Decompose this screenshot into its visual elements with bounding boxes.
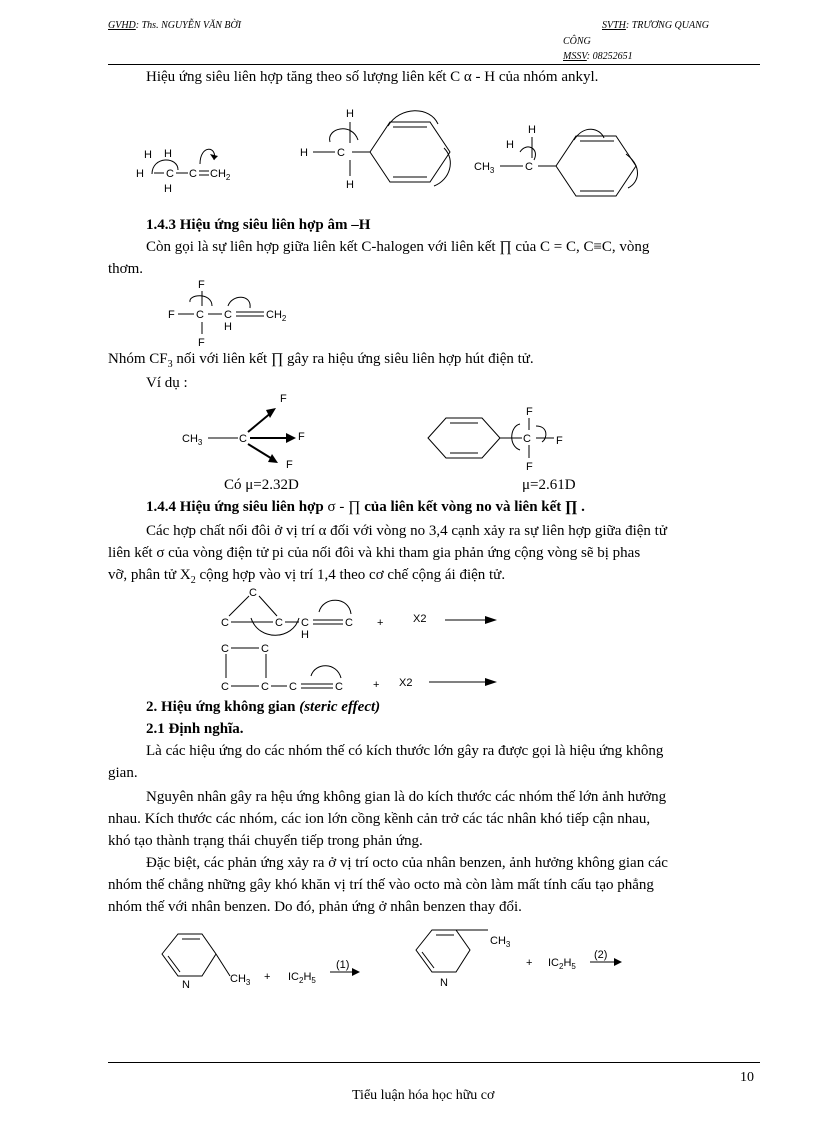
cf3-alkene-structure [160,280,310,350]
atom-f: F [556,435,563,447]
atom-n: N [440,977,448,989]
text-span: σ - ∏ [327,499,361,515]
student-name: : TRƯƠNG QUANG [625,20,710,31]
atom-h: H [144,149,152,161]
atom-c: C [525,161,533,173]
atom-c: C [523,433,531,445]
ring-reactions [215,582,515,700]
header-student-cont: CÔNG [563,36,591,47]
atom-c: C [249,587,257,599]
atom-h: H [528,124,536,136]
atom-h: H [164,183,172,195]
header-id [563,51,633,62]
subscript: 2 [190,575,196,586]
hyperconjugation-figure [130,100,690,210]
text-line: gian. [108,765,138,781]
id-value: : 08252651 [586,51,633,62]
atom-f: F [298,431,305,443]
text-span: (steric effect) [299,699,381,715]
reaction-label: (2) [594,949,608,961]
reagent-x2: X2 [413,613,427,625]
advisor-label: GVHD [108,20,136,31]
atom-h: H [506,139,514,151]
section-heading: 2.1 Định nghĩa. [146,721,244,737]
text-line: Là các hiệu ứng do các nhóm thế có kích thước lớn gây ra được gọi là hiệu ứng không [146,743,664,759]
atom-h: H [346,179,354,191]
atom-c: C [261,643,269,655]
atom-c: C [239,433,247,445]
atom-h: H [136,168,144,180]
student-label: SVTH [602,20,626,31]
atom-f: F [198,280,205,291]
header-advisor [108,20,241,31]
atom-h: H [164,148,172,160]
atom-h: H [300,147,308,159]
reagent-x2: X2 [399,677,413,689]
reagent-ic2h5: $IC_2H_5$ [548,957,576,971]
header-student [602,20,709,31]
atom-c: C [189,168,197,180]
footer-rule [108,1062,760,1063]
atom-f: F [526,461,533,473]
text-line: nhau. Kích thước các nhóm, các ion lớn cồng kềnh cản trở các tác nhân khó tiếp cận nhau, [108,811,651,827]
id-label: MSSV [563,51,587,62]
atom-f: F [168,309,175,321]
text-line: Đặc biệt, các phản ứng xảy ra ở vị trí octo của nhân benzen, ảnh hưởng không gian các [146,855,668,871]
plus-sign: + [377,617,384,629]
text-span: 2. Hiệu ứng không gian [146,699,300,715]
atom-c: C [289,681,297,693]
text-line: Hiệu ứng siêu liên hợp tăng theo số lượng liên kết C α - H của nhóm ankyl. [146,69,599,85]
text-line: Còn gọi là sự liên hợp giữa liên kết C-halogen với liên kết ∏ của C = C, C≡C, vòng [146,239,650,255]
dipole-value: Có μ=2.32D [224,477,299,493]
atom-c: C [224,309,232,321]
atom-c: C [345,617,353,629]
text-line: nhóm thế chẳng những gây khó khăn vị trí thế vào octo mà còn làm mất tính cấu tạo phẳng [108,877,654,893]
atom-c: C [221,681,229,693]
atom-h: H [301,629,309,641]
atom-c: C [275,617,283,629]
atom-ch3: $CH_3$ [474,161,495,175]
pyridine-reactions [150,920,630,1000]
plus-sign: + [373,679,380,691]
atom-ch2: $CH_2$ [210,168,231,182]
reaction-label: (1) [336,959,350,971]
atom-c: C [221,617,229,629]
reagent-ic2h5: $IC_2H_5$ [288,971,316,985]
text-span: vỡ, phân tử X [108,567,191,583]
atom-f: F [198,337,205,349]
atom-ch3: $CH_3$ [230,973,251,987]
text-span: nối với liên kết ∏ gây ra hiệu ứng siêu liên hợp hút điện tử. [172,351,534,367]
atom-f: F [280,393,287,405]
atom-f: F [286,459,293,471]
section-heading [146,696,380,718]
text-line: Các hợp chất nối đôi ở vị trí α đối với vòng no 3,4 cạnh xảy ra sự liên hợp giữa điện tử [146,523,667,539]
header-rule [108,64,760,65]
page-number: 10 [740,1070,754,1085]
text-span: 1.4.4 Hiệu ứng siêu liên hợp [146,499,328,515]
section-heading [146,496,585,518]
text-line: khó tạo thành trạng thái chuyển tiếp trong phản ứng. [108,833,423,849]
text-line: thơm. [108,261,144,277]
advisor-name: : Ths. NGUYỄN VĂN BỜI [135,20,242,31]
section-heading: 1.4.3 Hiệu ứng siêu liên hợp âm –H [146,217,371,233]
atom-f: F [526,406,533,418]
atom-c: C [221,643,229,655]
dipole-value: μ=2.61D [522,477,576,493]
plus-sign: + [526,957,533,969]
atom-ch2: $CH_2$ [266,309,287,323]
text-span: của liên kết vòng no và liên kết ∏ . [360,499,585,515]
atom-ch3: $CH_3$ [182,433,203,447]
atom-c: C [196,309,204,321]
text-line: Nguyên nhân gây ra hệu ứng không gian là do kích thước các nhóm thế lớn ảnh hưởng [146,789,667,805]
atom-n: N [182,979,190,991]
text-line: Ví dụ : [146,375,188,391]
atom-c: C [301,617,309,629]
atom-c: C [166,168,174,180]
plus-sign: + [264,971,271,983]
example-structures [180,390,600,480]
atom-h: H [224,321,232,333]
atom-h: H [346,108,354,120]
text-line: nhóm thế với nhân benzen. Do đó, phản ứng ở nhân benzen thay đổi. [108,899,522,915]
text-span: cộng hợp vào vị trí 1,4 theo cơ chế cộng ái điện tử. [195,567,506,583]
subscript: 3 [167,359,173,370]
atom-ch3: $CH_3$ [490,935,511,949]
atom-c: C [337,147,345,159]
text-span: Nhóm CF [108,351,168,367]
footer-title: Tiểu luận hóa học hữu cơ [352,1088,495,1103]
text-line: liên kết σ của vòng điện tử pi của nối đôi và khi tham gia phản ứng cộng vòng sẽ bị phas [108,545,641,561]
atom-c: C [261,681,269,693]
atom-c: C [335,681,343,693]
